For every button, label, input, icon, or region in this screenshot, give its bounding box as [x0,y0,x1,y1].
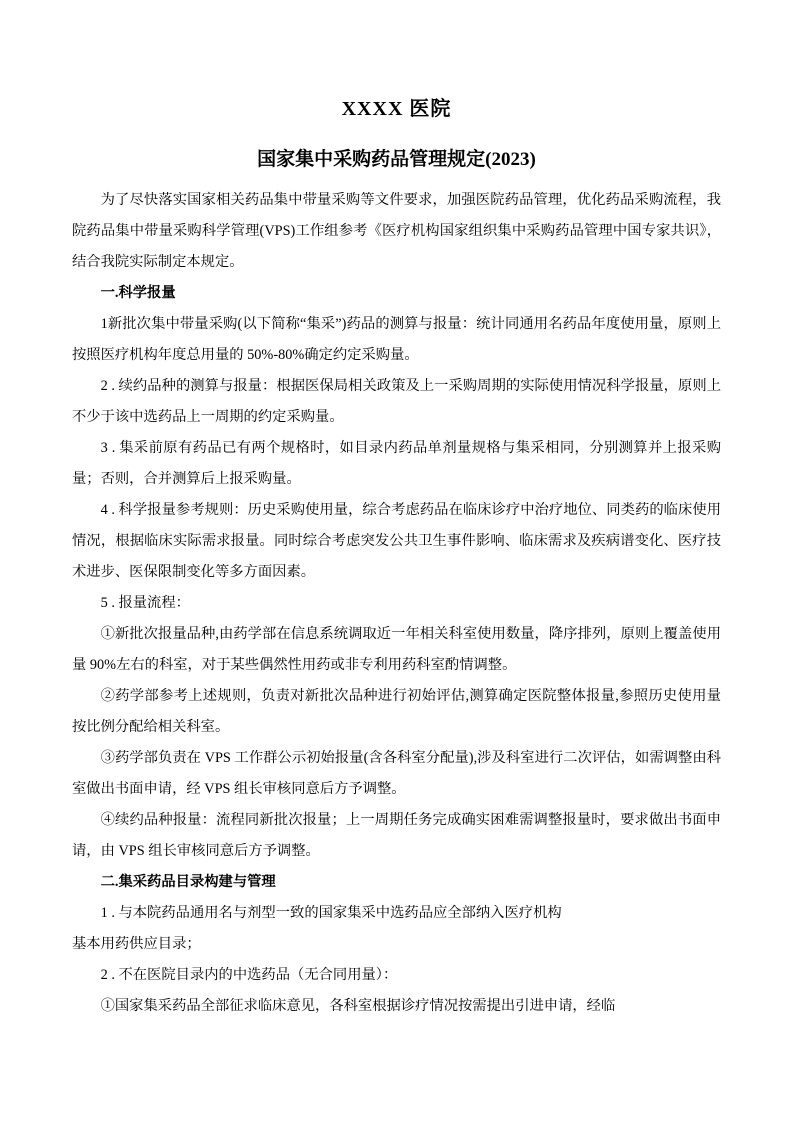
paragraph-item-2-1-continued: 基本用药供应目录； [72,935,201,952]
paragraph-item-1-5-c: ③药学部负责在 VPS 工作群公示初始报量(含各科室分配量),涉及科室进行二次评估，如需调整由科室做出书面申请，经 VPS 组长审核同意后方予调整。 [72,749,721,797]
section-heading-2: 二.集采药品目录构建与管理 [100,873,276,890]
paragraph-item-1-5-b: ②药学部参考上述规则，负责对新批次品种进行初始评估,测算确定医院整体报量,参照历史使用量按比例分配给相关科室。 [72,687,721,735]
paragraph-item-2-1: 1 . 与本院药品通用名与剂型一致的国家集采中选药品应全部纳入医疗机构 [100,904,562,921]
page-subtitle: 国家集中采购药品管理规定(2023) [257,149,536,170]
paragraph-item-1-2: 2 . 续约品种的测算与报量：根据医保局相关政策及上一采购周期的实际使用情况科学报量，原则上不少于该中选药品上一周期的约定采购量。 [72,377,721,425]
paragraph-item-1-1: 1新批次集中带量采购(以下简称“集采”)药品的测算与报量：统计同通用名药品年度使用量，原则上按照医疗机构年度总用量的 50%-80%确定约定采购量。 [72,315,721,363]
paragraph-item-1-5: 5 . 报量流程： [100,594,190,611]
section-heading-1: 一.科学报量 [100,284,176,301]
paragraph-item-1-4: 4 . 科学报量参考规则：历史采购使用量，综合考虑药品在临床诊疗中治疗地位、同类药的临床使用情况，根据临床实际需求报量。同时综合考虑突发公共卫生事件影响、临床需求及疾病谱变化、医疗技术进步、医保限制变化等多方面因素。 [72,501,721,580]
paragraph-intro: 为了尽快落实国家相关药品集中带量采购等文件要求，加强医院药品管理，优化药品采购流程，我院药品集中带量采购科学管理(VPS)工作组参考《医疗机构国家组织集中采购药品管理中国专家共识》，结合我院实际制定本规定。 [72,191,721,270]
page-title: XXXX 医院 [341,98,452,120]
paragraph-item-1-3: 3 . 集采前原有药品已有两个规格时，如目录内药品单剂量规格与集采相同，分别测算并上报采购量；否则，合并测算后上报采购量。 [72,439,721,487]
paragraph-item-2-2: 2 . 不在医院目录内的中选药品（无合同用量）： [100,966,398,983]
paragraph-item-1-5-d: ④续约品种报量：流程同新批次报量；上一周期任务完成确实困难需调整报量时，要求做出书面申请，由 VPS 组长审核同意后方予调整。 [72,811,721,859]
paragraph-item-2-2-a: ①国家集采药品全部征求临床意见，各科室根据诊疗情况按需提出引进申请，经临 [100,997,616,1014]
paragraph-item-1-5-a: ①新批次报量品种,由药学部在信息系统调取近一年相关科室使用数量，降序排列，原则上覆盖使用量 90%左右的科室，对于某些偶然性用药或非专利用药科室酌情调整。 [72,625,721,673]
